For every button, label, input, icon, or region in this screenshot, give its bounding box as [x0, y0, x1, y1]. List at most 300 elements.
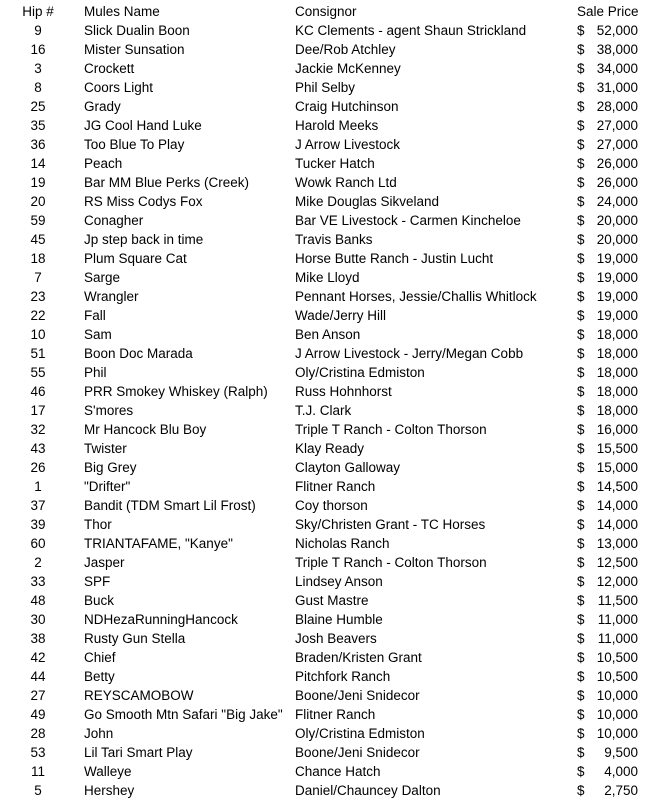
- currency-symbol: $: [577, 460, 585, 475]
- price-amount: 15,000: [596, 460, 638, 475]
- mule-name-cell: TRIANTAFAME, "Kanye": [84, 536, 233, 551]
- sale-price-cell: [568, 781, 669, 800]
- price-wrap: [577, 249, 638, 268]
- sale-price-cell: [568, 306, 669, 325]
- price-amount: 15,500: [596, 441, 638, 456]
- table-row: [0, 420, 669, 439]
- mule-name-cell: Twister: [84, 441, 127, 456]
- price-wrap: [577, 97, 638, 116]
- table-row: [0, 667, 669, 686]
- table-row: [0, 344, 669, 363]
- mule-name-cell: Peach: [84, 156, 123, 171]
- table-row: [0, 382, 669, 401]
- mule-name-cell: Thor: [84, 517, 112, 532]
- consignor-cell: Boone/Jeni Snidecor: [295, 688, 420, 703]
- table-row: [0, 363, 669, 382]
- price-amount: 10,000: [596, 707, 638, 722]
- sale-price-cell: [568, 344, 669, 363]
- mule-name-cell: SPF: [84, 574, 111, 589]
- mule-name-cell: Slick Dualin Boon: [84, 23, 190, 38]
- consignor-cell: Craig Hutchinson: [295, 99, 399, 114]
- sale-price-cell: [568, 610, 669, 629]
- hip-number-cell: 49: [30, 707, 46, 722]
- consignor-cell: T.J. Clark: [295, 403, 352, 418]
- table-row: [0, 458, 669, 477]
- price-wrap: [577, 610, 638, 629]
- sale-price-cell: [568, 629, 669, 648]
- hip-number-cell: 8: [34, 80, 42, 95]
- table-row: [0, 496, 669, 515]
- price-wrap: [577, 591, 638, 610]
- consignor-cell: Josh Beavers: [295, 631, 377, 646]
- table-row: [0, 762, 669, 781]
- consignor-cell: Harold Meeks: [295, 118, 379, 133]
- table-row: [0, 553, 669, 572]
- price-wrap: [577, 458, 638, 477]
- sale-price-cell: [568, 173, 669, 192]
- hip-number-cell: 23: [30, 289, 46, 304]
- consignor-cell: Triple T Ranch - Colton Thorson: [295, 422, 487, 437]
- consignor-cell: Russ Hohnhorst: [295, 384, 392, 399]
- hip-number-cell: 3: [34, 61, 42, 76]
- hip-number-cell: 60: [30, 536, 46, 551]
- table-row: [0, 211, 669, 230]
- table-row: [0, 534, 669, 553]
- table-row: [0, 648, 669, 667]
- table-row: [0, 572, 669, 591]
- consignor-cell: Oly/Cristina Edmiston: [295, 365, 425, 380]
- price-wrap: [577, 59, 638, 78]
- currency-symbol: $: [577, 593, 585, 608]
- price-amount: 19,000: [596, 289, 638, 304]
- currency-symbol: $: [577, 194, 585, 209]
- hip-number-cell: 19: [30, 175, 46, 190]
- currency-symbol: $: [577, 118, 585, 133]
- hip-number-cell: 36: [30, 137, 46, 152]
- sale-price-cell: [568, 21, 669, 40]
- consignor-cell: Wade/Jerry Hill: [295, 308, 387, 323]
- hip-number-cell: 53: [30, 745, 46, 760]
- hip-number-cell: 44: [30, 669, 46, 684]
- sale-price-cell: [568, 97, 669, 116]
- mule-name-cell: "Drifter": [84, 479, 131, 494]
- mule-name-cell: Conagher: [84, 213, 144, 228]
- table-row: [0, 401, 669, 420]
- column-header-name: Mules Name: [84, 4, 160, 19]
- consignor-cell: Bar VE Livestock - Carmen Kincheloe: [295, 213, 521, 228]
- sale-price-cell: [568, 515, 669, 534]
- consignor-cell: Pitchfork Ranch: [295, 669, 391, 684]
- consignor-cell: Triple T Ranch - Colton Thorson: [295, 555, 487, 570]
- consignor-cell: Ben Anson: [295, 327, 361, 342]
- sale-price-cell: [568, 249, 669, 268]
- price-amount: 20,000: [596, 213, 638, 228]
- price-amount: 2,750: [604, 783, 638, 798]
- table-row: [0, 268, 669, 287]
- sale-price-cell: [568, 116, 669, 135]
- mule-name-cell: Sam: [84, 327, 112, 342]
- consignor-cell: J Arrow Livestock: [295, 137, 401, 152]
- price-amount: 18,000: [596, 365, 638, 380]
- currency-symbol: $: [577, 156, 585, 171]
- table-row: [0, 135, 669, 154]
- price-wrap: [577, 268, 638, 287]
- hip-number-cell: 30: [30, 612, 46, 627]
- currency-symbol: $: [577, 327, 585, 342]
- price-amount: 18,000: [596, 346, 638, 361]
- currency-symbol: $: [577, 80, 585, 95]
- sale-price-cell: [568, 705, 669, 724]
- mule-name-cell: John: [84, 726, 114, 741]
- consignor-cell: Chance Hatch: [295, 764, 381, 779]
- price-wrap: [577, 420, 638, 439]
- sale-price-cell: [568, 211, 669, 230]
- table-row: [0, 439, 669, 458]
- mule-name-cell: Phil: [84, 365, 107, 380]
- price-wrap: [577, 496, 638, 515]
- price-wrap: [577, 515, 638, 534]
- table-row: [0, 173, 669, 192]
- currency-symbol: $: [577, 669, 585, 684]
- sale-price-cell: [568, 496, 669, 515]
- price-amount: 18,000: [596, 384, 638, 399]
- consignor-cell: Daniel/Chauncey Dalton: [295, 783, 441, 798]
- consignor-cell: Mike Douglas Sikveland: [295, 194, 440, 209]
- sale-price-cell: [568, 648, 669, 667]
- consignor-cell: Braden/Kristen Grant: [295, 650, 422, 665]
- table-row: [0, 591, 669, 610]
- currency-symbol: $: [577, 498, 585, 513]
- price-wrap: [577, 325, 638, 344]
- consignor-cell: Dee/Rob Atchley: [295, 42, 396, 57]
- price-amount: 18,000: [596, 403, 638, 418]
- price-wrap: [577, 629, 638, 648]
- table-row: [0, 724, 669, 743]
- currency-symbol: $: [577, 536, 585, 551]
- consignor-cell: Clayton Galloway: [295, 460, 401, 475]
- mule-name-cell: Bar MM Blue Perks (Creek): [84, 175, 250, 190]
- sale-price-cell: [568, 135, 669, 154]
- sale-results-table: [0, 2, 669, 800]
- sale-price-cell: [568, 287, 669, 306]
- hip-number-cell: 5: [34, 783, 42, 798]
- sale-price-cell: [568, 401, 669, 420]
- sale-price-cell: [568, 458, 669, 477]
- table-row: [0, 610, 669, 629]
- hip-number-cell: 27: [30, 688, 46, 703]
- price-amount: 16,000: [596, 422, 638, 437]
- price-wrap: [577, 762, 638, 781]
- currency-symbol: $: [577, 783, 585, 798]
- consignor-cell: Oly/Cristina Edmiston: [295, 726, 425, 741]
- mule-name-cell: Sarge: [84, 270, 121, 285]
- hip-number-cell: 14: [30, 156, 46, 171]
- mule-name-cell: Too Blue To Play: [84, 137, 185, 152]
- currency-symbol: $: [577, 137, 585, 152]
- sale-price-cell: [568, 154, 669, 173]
- column-header-consignor: Consignor: [295, 4, 357, 19]
- price-wrap: [577, 135, 638, 154]
- price-amount: 9,500: [604, 745, 638, 760]
- mule-name-cell: Jp step back in time: [84, 232, 204, 247]
- sale-price-cell: [568, 420, 669, 439]
- consignor-cell: J Arrow Livestock - Jerry/Megan Cobb: [295, 346, 524, 361]
- hip-number-cell: 18: [30, 251, 46, 266]
- mule-name-cell: NDHezaRunningHancock: [84, 612, 238, 627]
- currency-symbol: $: [577, 213, 585, 228]
- sale-price-cell: [568, 591, 669, 610]
- mule-name-cell: Go Smooth Mtn Safari "Big Jake": [84, 707, 283, 722]
- price-wrap: [577, 344, 638, 363]
- sale-price-cell: [568, 382, 669, 401]
- mule-name-cell: Crockett: [84, 61, 135, 76]
- consignor-cell: Sky/Christen Grant - TC Horses: [295, 517, 486, 532]
- table-row: [0, 743, 669, 762]
- table-row: [0, 781, 669, 800]
- currency-symbol: $: [577, 403, 585, 418]
- currency-symbol: $: [577, 726, 585, 741]
- price-wrap: [577, 287, 638, 306]
- consignor-cell: Boone/Jeni Snidecor: [295, 745, 420, 760]
- consignor-cell: Mike Lloyd: [295, 270, 360, 285]
- price-amount: 10,500: [596, 650, 638, 665]
- price-wrap: [577, 572, 638, 591]
- price-wrap: [577, 686, 638, 705]
- consignor-cell: Pennant Horses, Jessie/Challis Whitlock: [295, 289, 537, 304]
- hip-number-cell: 25: [30, 99, 46, 114]
- mule-name-cell: Mister Sunsation: [84, 42, 185, 57]
- mule-name-cell: Betty: [84, 669, 115, 684]
- price-amount: 14,000: [596, 517, 638, 532]
- consignor-cell: Jackie McKenney: [295, 61, 401, 76]
- price-wrap: [577, 78, 638, 97]
- price-amount: 28,000: [596, 99, 638, 114]
- consignor-cell: Flitner Ranch: [295, 479, 376, 494]
- price-wrap: [577, 648, 638, 667]
- sale-price-cell: [568, 78, 669, 97]
- currency-symbol: $: [577, 346, 585, 361]
- currency-symbol: $: [577, 764, 585, 779]
- consignor-cell: Flitner Ranch: [295, 707, 376, 722]
- hip-number-cell: 39: [30, 517, 46, 532]
- sale-price-cell: [568, 439, 669, 458]
- mule-name-cell: PRR Smokey Whiskey (Ralph): [84, 384, 268, 399]
- hip-number-cell: 26: [30, 460, 46, 475]
- price-amount: 11,000: [597, 612, 638, 627]
- currency-symbol: $: [577, 555, 585, 570]
- price-wrap: [577, 363, 638, 382]
- table-row: [0, 154, 669, 173]
- table-row: [0, 325, 669, 344]
- sale-price-cell: [568, 667, 669, 686]
- price-wrap: [577, 705, 638, 724]
- mule-name-cell: Buck: [84, 593, 115, 608]
- hip-number-cell: 38: [30, 631, 46, 646]
- hip-number-cell: 59: [30, 213, 46, 228]
- mule-name-cell: Grady: [84, 99, 121, 114]
- price-wrap: [577, 553, 638, 572]
- currency-symbol: $: [577, 175, 585, 190]
- currency-symbol: $: [577, 308, 585, 323]
- price-amount: 27,000: [596, 137, 638, 152]
- table-row: [0, 59, 669, 78]
- table-row: [0, 515, 669, 534]
- price-amount: 13,000: [596, 536, 638, 551]
- price-wrap: [577, 116, 638, 135]
- mule-name-cell: JG Cool Hand Luke: [84, 118, 202, 133]
- price-wrap: [577, 40, 638, 59]
- price-wrap: [577, 781, 638, 800]
- price-wrap: [577, 724, 638, 743]
- sale-price-cell: [568, 325, 669, 344]
- hip-number-cell: 1: [34, 479, 42, 494]
- currency-symbol: $: [577, 745, 585, 760]
- consignor-cell: Klay Ready: [295, 441, 365, 456]
- consignor-cell: Tucker Hatch: [295, 156, 375, 171]
- currency-symbol: $: [577, 422, 585, 437]
- price-wrap: [577, 667, 638, 686]
- hip-number-cell: 33: [30, 574, 46, 589]
- mule-name-cell: Big Grey: [84, 460, 137, 475]
- price-wrap: [577, 173, 638, 192]
- currency-symbol: $: [577, 42, 585, 57]
- consignor-cell: Lindsey Anson: [295, 574, 383, 589]
- price-amount: 24,000: [596, 194, 638, 209]
- sale-price-cell: [568, 477, 669, 496]
- currency-symbol: $: [577, 631, 585, 646]
- mule-name-cell: Hershey: [84, 783, 135, 798]
- currency-symbol: $: [577, 574, 585, 589]
- price-amount: 14,500: [596, 479, 638, 494]
- price-amount: 10,500: [596, 669, 638, 684]
- price-amount: 52,000: [596, 23, 638, 38]
- column-header-price: Sale Price: [577, 4, 639, 19]
- table-row: [0, 97, 669, 116]
- price-amount: 19,000: [596, 251, 638, 266]
- consignor-cell: Gust Mastre: [295, 593, 369, 608]
- table-row: [0, 686, 669, 705]
- sale-price-cell: [568, 40, 669, 59]
- price-amount: 11,000: [597, 631, 638, 646]
- currency-symbol: $: [577, 99, 585, 114]
- currency-symbol: $: [577, 441, 585, 456]
- mule-name-cell: Chief: [84, 650, 116, 665]
- hip-number-cell: 35: [30, 118, 46, 133]
- hip-number-cell: 28: [30, 726, 46, 741]
- currency-symbol: $: [577, 251, 585, 266]
- hip-number-cell: 45: [30, 232, 46, 247]
- table-row: [0, 477, 669, 496]
- currency-symbol: $: [577, 650, 585, 665]
- hip-number-cell: 43: [30, 441, 46, 456]
- mule-name-cell: REYSCAMOBOW: [84, 688, 194, 703]
- price-amount: 12,500: [596, 555, 638, 570]
- mule-name-cell: Walleye: [84, 764, 132, 779]
- hip-number-cell: 48: [30, 593, 46, 608]
- price-wrap: [577, 743, 638, 762]
- price-wrap: [577, 401, 638, 420]
- hip-number-cell: 51: [30, 346, 46, 361]
- price-wrap: [577, 230, 638, 249]
- price-wrap: [577, 382, 638, 401]
- price-amount: 26,000: [596, 156, 638, 171]
- mule-name-cell: Plum Square Cat: [84, 251, 187, 266]
- table-row: [0, 116, 669, 135]
- table-row: [0, 629, 669, 648]
- price-amount: 31,000: [596, 80, 638, 95]
- price-amount: 19,000: [596, 308, 638, 323]
- price-amount: 34,000: [596, 61, 638, 76]
- price-wrap: [577, 21, 638, 40]
- price-amount: 11,500: [597, 593, 638, 608]
- price-amount: 38,000: [596, 42, 638, 57]
- currency-symbol: $: [577, 612, 585, 627]
- table-row: [0, 40, 669, 59]
- sale-price-cell: [568, 534, 669, 553]
- mule-name-cell: S'mores: [84, 403, 134, 418]
- table-row: [0, 287, 669, 306]
- consignor-cell: Nicholas Ranch: [295, 536, 390, 551]
- hip-number-cell: 10: [30, 327, 46, 342]
- consignor-cell: Horse Butte Ranch - Justin Lucht: [295, 251, 494, 266]
- price-amount: 27,000: [596, 118, 638, 133]
- mule-name-cell: Wrangler: [84, 289, 139, 304]
- currency-symbol: $: [577, 707, 585, 722]
- mule-name-cell: Bandit (TDM Smart Lil Frost): [84, 498, 256, 513]
- currency-symbol: $: [577, 517, 585, 532]
- column-header-hip: Hip #: [22, 4, 54, 19]
- mule-name-cell: Mr Hancock Blu Boy: [84, 422, 207, 437]
- currency-symbol: $: [577, 61, 585, 76]
- consignor-cell: KC Clements - agent Shaun Strickland: [295, 23, 527, 38]
- currency-symbol: $: [577, 365, 585, 380]
- consignor-cell: Phil Selby: [295, 80, 356, 95]
- sale-price-cell: [568, 268, 669, 287]
- currency-symbol: $: [577, 384, 585, 399]
- mule-name-cell: Fall: [84, 308, 106, 323]
- hip-number-cell: 16: [30, 42, 46, 57]
- hip-number-cell: 20: [30, 194, 46, 209]
- price-amount: 19,000: [596, 270, 638, 285]
- price-amount: 20,000: [596, 232, 638, 247]
- price-wrap: [577, 306, 638, 325]
- currency-symbol: $: [577, 289, 585, 304]
- mule-name-cell: Jasper: [84, 555, 125, 570]
- mule-name-cell: RS Miss Codys Fox: [84, 194, 203, 209]
- price-amount: 14,000: [596, 498, 638, 513]
- hip-number-cell: 42: [30, 650, 46, 665]
- hip-number-cell: 22: [30, 308, 46, 323]
- hip-number-cell: 17: [30, 403, 46, 418]
- table-header-row: [0, 2, 669, 21]
- table-row: [0, 78, 669, 97]
- price-amount: 18,000: [596, 327, 638, 342]
- sale-price-cell: [568, 230, 669, 249]
- currency-symbol: $: [577, 479, 585, 494]
- table-row: [0, 306, 669, 325]
- mule-name-cell: Lil Tari Smart Play: [84, 745, 193, 760]
- mule-name-cell: Rusty Gun Stella: [84, 631, 186, 646]
- sale-price-cell: [568, 572, 669, 591]
- hip-number-cell: 37: [30, 498, 46, 513]
- hip-number-cell: 2: [34, 555, 42, 570]
- hip-number-cell: 55: [30, 365, 46, 380]
- sale-price-cell: [568, 743, 669, 762]
- mule-name-cell: Boon Doc Marada: [84, 346, 193, 361]
- price-wrap: [577, 439, 638, 458]
- table-row: [0, 192, 669, 211]
- sale-price-cell: [568, 192, 669, 211]
